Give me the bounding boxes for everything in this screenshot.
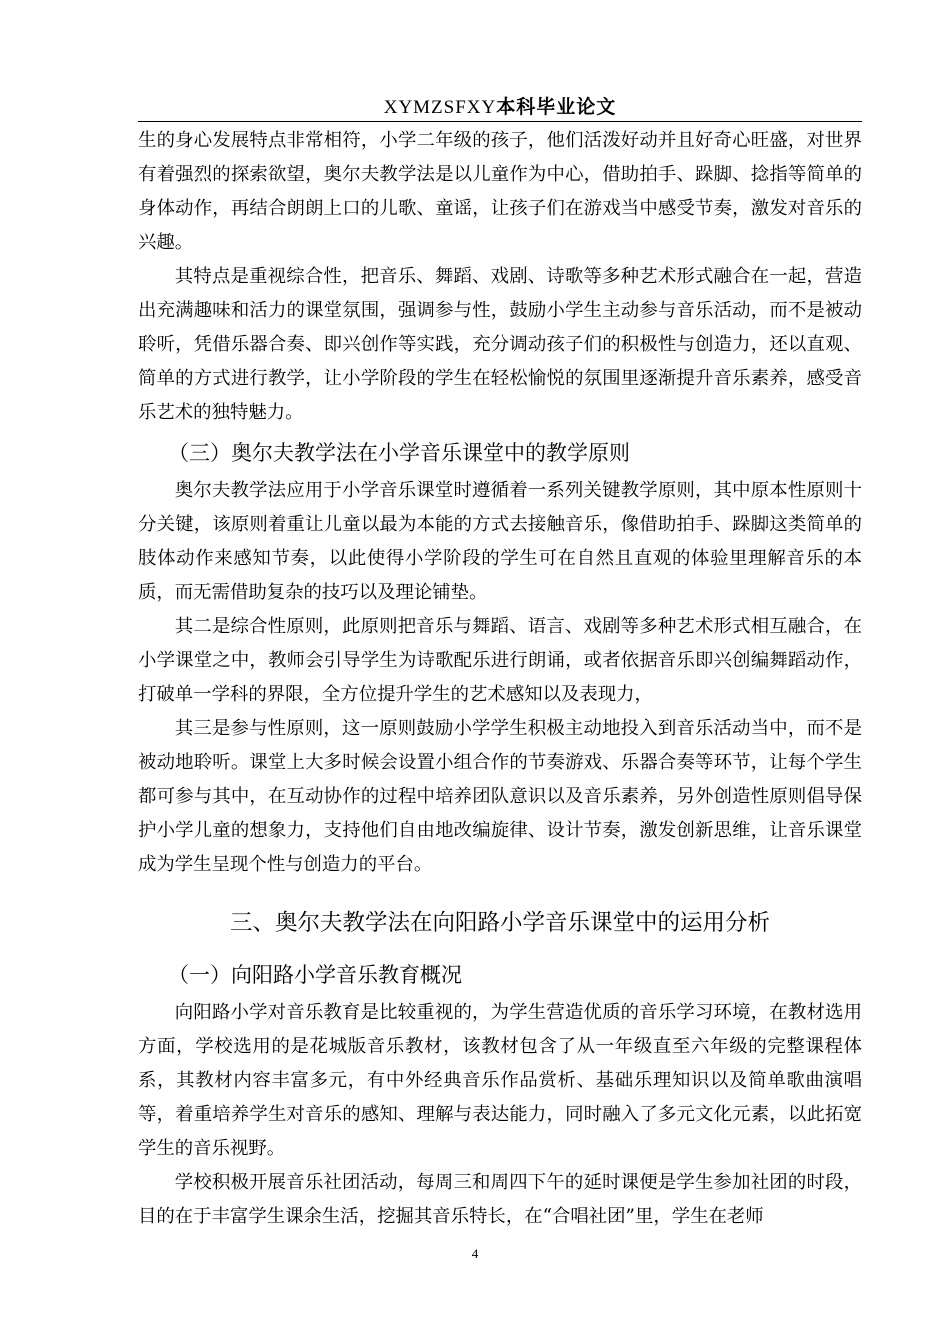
page-number: 4	[471, 1246, 479, 1261]
paragraph: 学校积极开展音乐社团活动，每周三和周四下午的延时课便是学生参加社团的时段，目的在于丰富学生课余生活，挖掘其音乐特长，在“合唱社团”里，学生在老师	[138, 1172, 862, 1227]
paragraph: 奥尔夫教学法应用于小学音乐课堂时遵循着一系列关键教学原则，其中原本性原则十分关键，该原则着重让儿童以最为本能的方式去接触音乐，像借助拍手、跺脚这类简单的肢体动作来感知节奏，以此使得小学阶段的学生可在自然且直观的体验里理解音乐的本质，而无需借助复杂的技巧以及理论铺垫。	[138, 480, 862, 603]
page-header	[138, 92, 862, 119]
subsection-heading-1: （一）向阳路小学音乐教育概况	[168, 963, 462, 987]
page-body	[138, 124, 862, 1234]
paragraph: 其特点是重视综合性，把音乐、舞蹈、戏剧、诗歌等多种艺术形式融合在一起，营造出充满趣味和活力的课堂氛围，强调参与性，鼓励小学生主动参与音乐活动，而不是被动聆听，凭借乐器合奏、即兴创作等实践，充分调动孩子们的积极性与创造力，还以直观、简单的方式进行教学，让小学阶段的学生在轻松愉悦的氛围里逐渐提升音乐素养，感受音乐艺术的独特魅力。	[138, 266, 862, 423]
paragraph-continued: 生的身心发展特点非常相符，小学二年级的孩子，他们活泼好动并且好奇心旺盛，对世界有着强烈的探索欲望，奥尔夫教学法是以儿童作为中心，借助拍手、跺脚、捻指等简单的身体动作，再结合朗朗上口的儿歌、童谣，让孩子们在游戏当中感受节奏，激发对音乐的兴趣。	[138, 130, 862, 253]
section-heading-3: 三、奥尔夫教学法在向阳路小学音乐课堂中的运用分析	[229, 910, 770, 936]
subsection-heading-3: （三）奥尔夫教学法在小学音乐课堂中的教学原则	[168, 441, 630, 465]
header-latin: XYMZSFXY	[383, 97, 497, 118]
paragraph: 其三是参与性原则，这一原则鼓励小学学生积极主动地投入到音乐活动当中，而不是被动地聆听。课堂上大多时候会设置小组合作的节奏游戏、乐器合奏等环节，让每个学生都可参与其中，在互动协作的过程中培养团队意识以及音乐素养，另外创造性原则倡导保护小学儿童的想象力，支持他们自由地改编旋律、设计节奏，激发创新思维，让音乐课堂成为学生呈现个性与创造力的平台。	[138, 718, 862, 875]
header-title: 本科毕业论文	[496, 96, 617, 118]
header-rule	[138, 121, 862, 122]
paragraph: 向阳路小学对音乐教育是比较重视的，为学生营造优质的音乐学习环境，在教材选用方面，学校选用的是花城版音乐教材，该教材包含了从一年级直至六年级的完整课程体系，其教材内容丰富多元，有中外经典音乐作品赏析、基础乐理知识以及简单歌曲演唱等，着重培养学生对音乐的感知、理解与表达能力，同时融入了多元文化元素，以此拓宽学生的音乐视野。	[138, 1002, 862, 1159]
paragraph: 其二是综合性原则，此原则把音乐与舞蹈、语言、戏剧等多种艺术形式相互融合，在小学课堂之中，教师会引导学生为诗歌配乐进行朗诵，或者依据音乐即兴创编舞蹈动作，打破单一学科的界限，全方位提升学生的艺术感知以及表现力，	[138, 616, 862, 705]
